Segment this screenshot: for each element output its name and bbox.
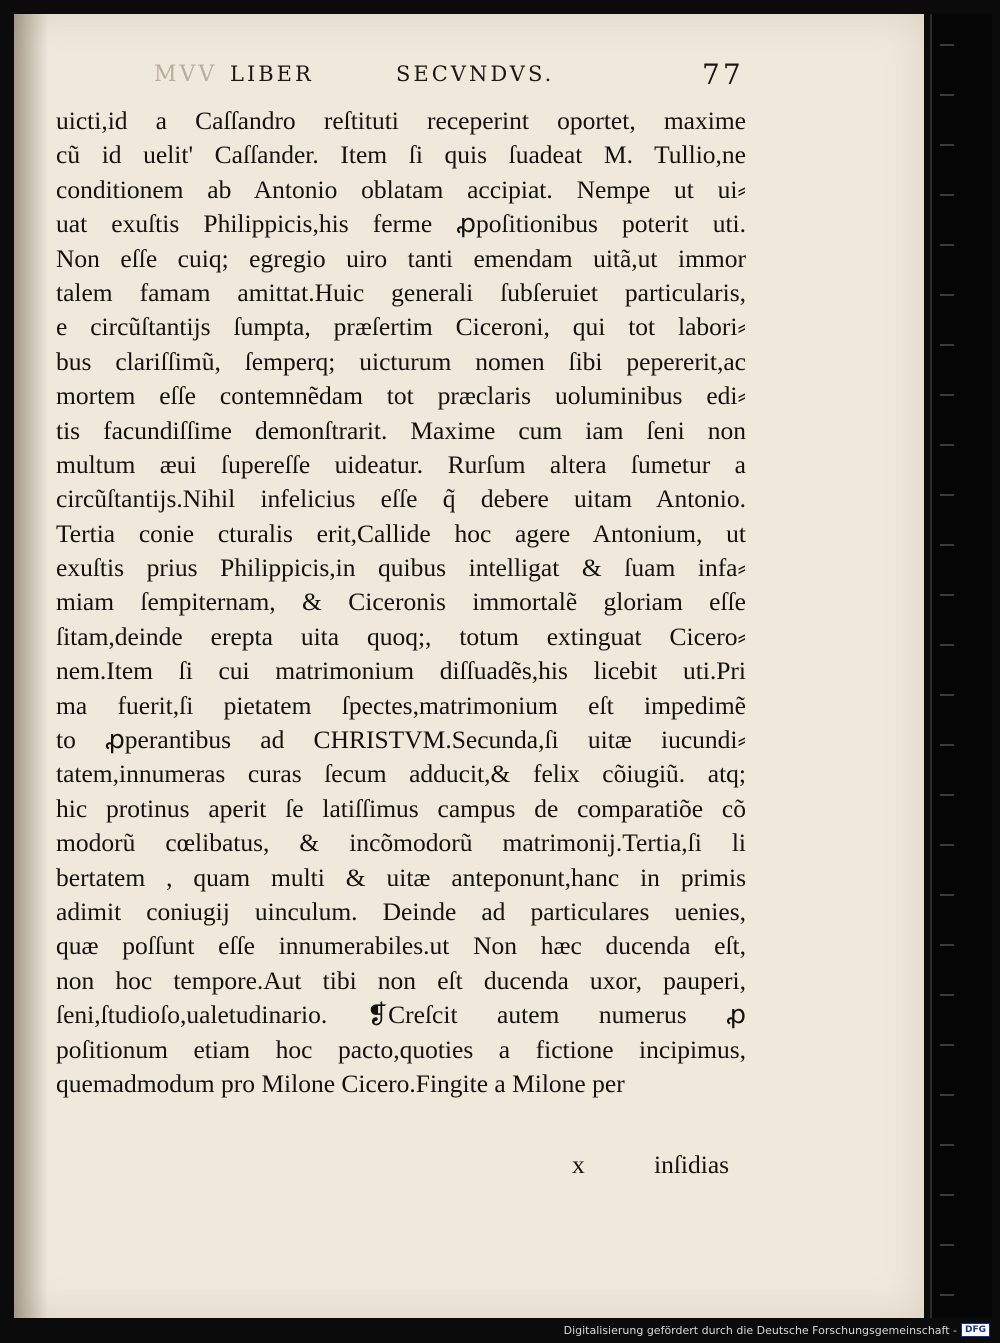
ruler-tick xyxy=(940,744,954,746)
text-line: e circũſtantijs ſumpta, præſertim Ciceroni, qui tot labori⸗ xyxy=(56,312,746,342)
text-line: talem famam amittat.Huic generali ſubſeruiet particularis, xyxy=(56,277,746,307)
text-line: conditionem ab Antonio oblatam accipiat. Nempe ut ui⸗ xyxy=(56,174,746,204)
ruler-tick xyxy=(940,1094,954,1096)
text-line: exuſtis prius Philippicis,in quibus intelligat & ſuam infa⸗ xyxy=(56,553,746,583)
ruler-tick xyxy=(940,1044,954,1046)
text-line: modorũ cœlibatus, & incõmodorũ matrimonij.Tertia,ſi li xyxy=(56,828,746,858)
text-line: ſeni,ſtudioſo,ualetudinario. ❡Creſcit autem numerus ꝓ xyxy=(56,1000,746,1030)
text-line: circũſtantijs.Nihil infelicius eſſe q̃ debere uitam Antonio. xyxy=(56,484,746,514)
text-line: bertatem , quam multi & uitæ anteponunt,hanc in primis xyxy=(56,862,746,892)
text-line: hic protinus aperit ſe latiſſimus campus de comparatiõe cõ xyxy=(56,793,746,823)
ruler-tick xyxy=(940,494,954,496)
ruler-tick xyxy=(940,594,954,596)
text-line: tatem,innumeras curas ſecum adducit,& felix cõiugiũ. atq; xyxy=(56,759,746,789)
header-title-right: SECVNDVS. xyxy=(396,62,555,86)
ruler-tick xyxy=(940,1244,954,1246)
ruler-tick xyxy=(940,644,954,646)
ruler-tick xyxy=(940,1194,954,1196)
ruler-tick xyxy=(940,894,954,896)
header-show-through: MVV xyxy=(154,62,218,87)
credit-text: Digitalisierung gefördert durch die Deutsche Forschungsgemeinschaft - xyxy=(563,1323,957,1337)
text-line: ſitam,deinde erepta uita quoq;, totum extinguat Cicero⸗ xyxy=(56,621,746,651)
text-line: quæ poſſunt eſſe innumerabiles.ut Non hæc ducenda eſt, xyxy=(56,931,746,961)
ruler-tick xyxy=(940,1144,954,1146)
ruler-tick xyxy=(940,94,954,96)
digitization-credit xyxy=(564,1321,990,1339)
folio-number: 77 xyxy=(702,58,744,91)
text-line: cũ id uelit' Caſſander. Item ſi quis ſuadeat M. Tullio,ne xyxy=(56,140,746,170)
ruler-tick xyxy=(940,1294,954,1296)
gutter-shadow xyxy=(14,14,48,1318)
scan-ruler-strip xyxy=(930,14,992,1318)
text-line: poſitionum etiam hoc pacto,quoties a fictione incipimus, xyxy=(56,1034,746,1064)
text-line: nem.Item ſi cui matrimonium diſſuadẽs,his licebit uti.Pri xyxy=(56,656,746,686)
page-footer xyxy=(56,1148,756,1184)
text-line: uat exuſtis Philippicis,his ferme ꝓpoſitionibus poterit uti. xyxy=(56,209,746,239)
ruler-tick xyxy=(940,944,954,946)
ruler-tick xyxy=(940,44,954,46)
ruler-tick xyxy=(940,694,954,696)
text-line: to ꝓperantibus ad CHRISTVM.Secunda,ſi uitæ iucundi⸗ xyxy=(56,725,746,755)
text-line: tis facundiſſime demonſtrarit. Maxime cum iam ſeni non xyxy=(56,415,746,445)
dfg-logo: DFG xyxy=(961,1323,990,1337)
ruler-tick xyxy=(940,144,954,146)
text-line: quemadmodum pro Milone Cicero.Fingite a Milone per xyxy=(56,1068,625,1098)
text-line: bus clariſſimũ, ſemperq; uicturum nomen ſibi pepererit,ac xyxy=(56,346,746,376)
text-line: non hoc tempore.Aut tibi non eſt ducenda uxor, pauperi, xyxy=(56,965,746,995)
text-line: Tertia conie cturalis erit,Callide hoc agere Antonium, ut xyxy=(56,518,746,548)
text-line: multum æui ſupereſſe uideatur. Rurſum altera ſumetur a xyxy=(56,449,746,479)
ruler-tick xyxy=(940,394,954,396)
ruler-tick xyxy=(940,444,954,446)
text-line: uicti,id a Caſſandro reſtituti receperint oportet, maxime xyxy=(56,106,746,135)
body-text-block xyxy=(56,104,756,1101)
text-line: adimit coniugij uinculum. Deinde ad particulares uenies, xyxy=(56,896,746,926)
text-line: mortem eſſe contemnẽdam tot præclaris uoluminibus edi⸗ xyxy=(56,381,746,411)
ruler-tick xyxy=(940,794,954,796)
text-line: Non eſſe cuiq; egregio uiro tanti emendam uitã,ut immor xyxy=(56,243,746,273)
header-title-left: LIBER xyxy=(230,62,314,86)
ruler-tick xyxy=(940,544,954,546)
ruler-tick xyxy=(940,294,954,296)
running-header xyxy=(38,56,748,96)
ruler-tick xyxy=(940,844,954,846)
text-line: miam ſempiternam, & Ciceronis immortalẽ gloriam eſſe xyxy=(56,587,746,617)
signature-mark: x xyxy=(572,1150,585,1179)
catchword: inſidias xyxy=(654,1150,730,1179)
ruler-tick xyxy=(940,244,954,246)
text-line: ma fuerit,ſi pietatem ſpectes,matrimonium eſt impedimẽ xyxy=(56,690,746,720)
ruler-tick xyxy=(940,344,954,346)
ruler-tick xyxy=(940,194,954,196)
ruler-tick xyxy=(940,994,954,996)
